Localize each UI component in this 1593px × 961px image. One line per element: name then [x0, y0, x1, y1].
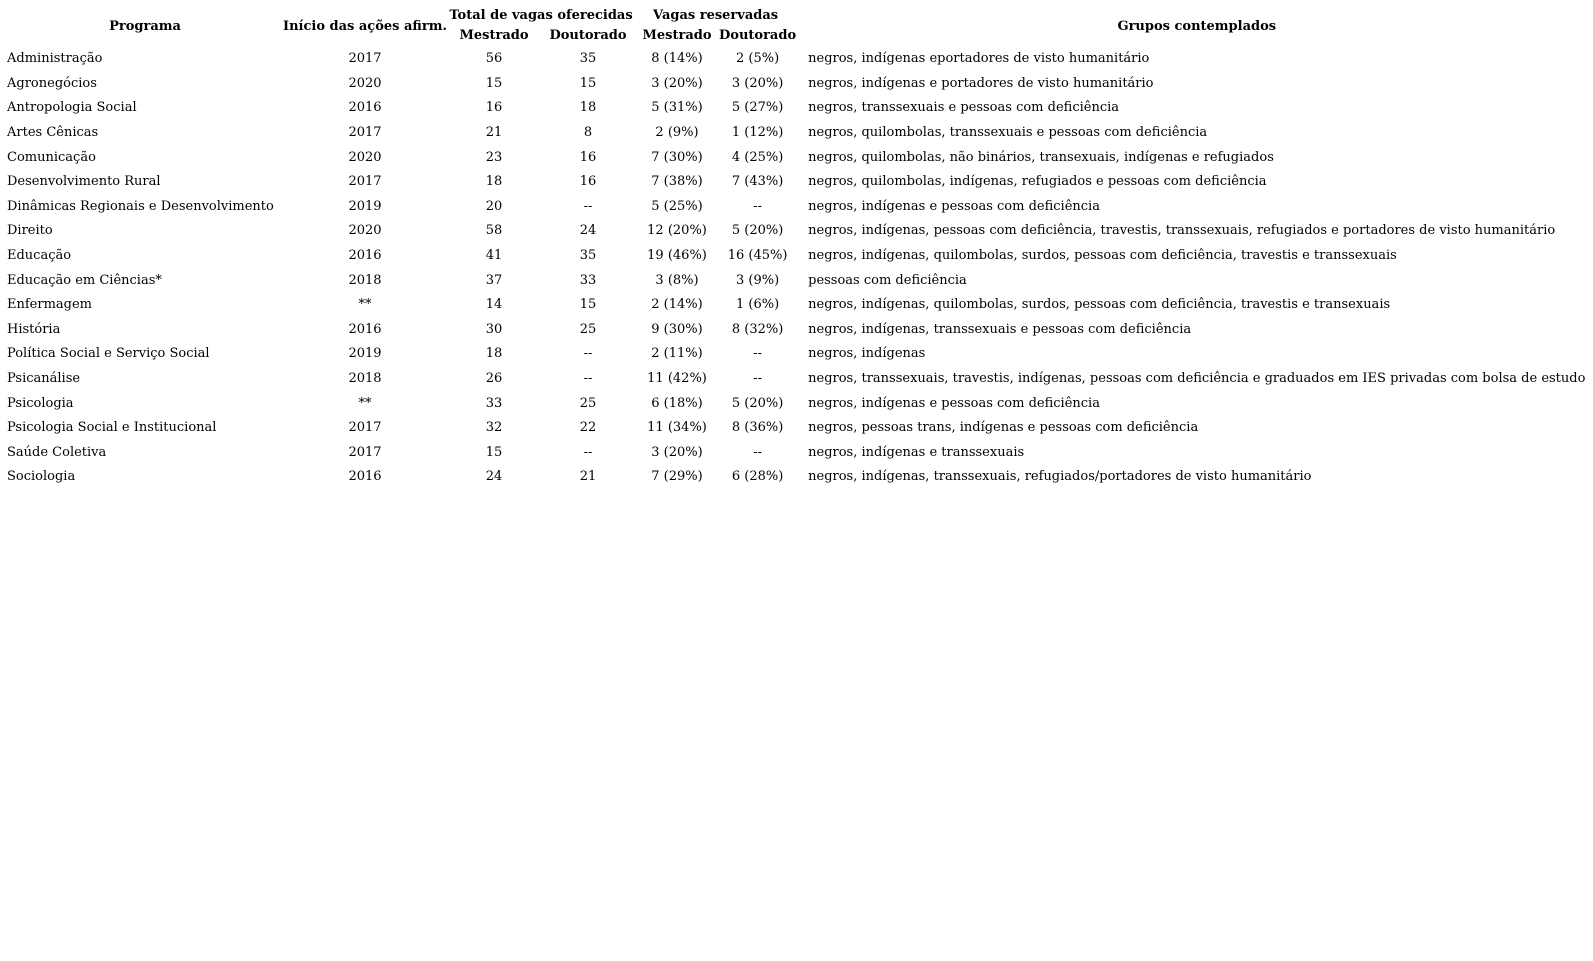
cell-reservadas-mestrado: 19 (46%) [647, 248, 707, 264]
cell-programa: Saúde Coletiva [7, 444, 107, 460]
cell-programa: Agronegócios [7, 75, 97, 91]
cell-inicio: 2016 [348, 321, 382, 337]
cell-grupos: negros, quilombolas, transsexuais e pessoas com deficiência [808, 125, 1208, 141]
table-row [4, 244, 1585, 269]
cell-programa: Psicanálise [7, 371, 81, 387]
cell-reservadas-doutorado: 1 (6%) [735, 297, 780, 313]
cell-programa: Sociologia [7, 469, 76, 485]
table-row [4, 72, 1585, 97]
cell-reservadas-mestrado: 5 (25%) [651, 198, 703, 214]
cell-programa: Psicologia [7, 395, 74, 411]
cell-grupos: pessoas com deficiência [808, 272, 967, 288]
cell-inicio: 2020 [348, 75, 382, 91]
table-row [4, 47, 1585, 72]
cell-total-doutorado: -- [583, 198, 593, 214]
cell-reservadas-doutorado: 8 (36%) [731, 420, 784, 436]
cell-inicio: 2020 [348, 149, 382, 165]
cell-reservadas-doutorado: 1 (12%) [731, 125, 784, 141]
cell-total-mestrado: 15 [485, 444, 503, 460]
cell-total-doutorado: 35 [579, 248, 597, 264]
cell-reservadas-mestrado: 7 (38%) [651, 174, 703, 190]
cell-programa: Antropologia Social [7, 100, 137, 116]
table-body [4, 47, 1585, 490]
cell-reservadas-doutorado: 4 (25%) [731, 149, 784, 165]
cell-total-mestrado: 58 [485, 223, 503, 239]
cell-programa: Educação em Ciências* [7, 272, 162, 288]
cell-reservadas-doutorado: -- [753, 371, 762, 387]
cell-total-doutorado: 16 [579, 174, 597, 190]
cell-grupos: negros, indígenas e transsexuais [808, 444, 1025, 460]
cell-total-doutorado: 15 [579, 297, 597, 313]
cell-total-doutorado: 22 [579, 420, 597, 436]
cell-total-mestrado: 37 [485, 272, 503, 288]
cell-grupos: negros, indígenas, transsexuais e pessoas com deficiência [808, 321, 1192, 337]
cell-inicio: 2020 [348, 223, 382, 239]
header-grupos: Grupos contemplados [1117, 18, 1277, 34]
cell-reservadas-mestrado: 3 (20%) [651, 444, 703, 460]
cell-total-doutorado: 18 [579, 100, 597, 116]
cell-total-doutorado: 8 [583, 125, 593, 141]
table-row [4, 342, 1585, 367]
cell-reservadas-mestrado: 3 (8%) [655, 272, 699, 288]
cell-total-doutorado: -- [583, 444, 593, 460]
table-row [4, 391, 1585, 416]
cell-total-mestrado: 32 [485, 420, 503, 436]
cell-reservadas-mestrado: 7 (30%) [651, 149, 703, 165]
cell-programa: Enfermagem [7, 297, 93, 313]
cell-reservadas-mestrado: 12 (20%) [647, 223, 707, 239]
cell-grupos: negros, quilombolas, indígenas, refugiados e pessoas com deficiência [808, 174, 1267, 190]
cell-reservadas-doutorado: -- [753, 198, 762, 214]
cell-total-mestrado: 21 [485, 125, 503, 141]
cell-grupos: negros, indígenas [808, 346, 926, 362]
cell-reservadas-mestrado: 2 (11%) [651, 346, 703, 362]
cell-total-doutorado: 21 [579, 469, 597, 485]
header-inicio: Início das ações afirm. [283, 18, 448, 34]
cell-grupos: negros, transsexuais e pessoas com deficiência [808, 100, 1120, 116]
table-row [4, 293, 1585, 318]
cell-total-mestrado: 18 [485, 346, 503, 362]
cell-grupos: negros, indígenas e pessoas com deficiência [808, 395, 1100, 411]
table-row [4, 195, 1585, 220]
cell-inicio: ** [358, 297, 372, 313]
header-reservadas-mestrado: Mestrado [642, 28, 712, 43]
cell-reservadas-doutorado: 6 (28%) [731, 469, 784, 485]
cell-reservadas-mestrado: 2 (14%) [651, 297, 703, 313]
header-reservadas-doutorado: Doutorado [719, 28, 797, 43]
cell-inicio: 2016 [348, 100, 382, 116]
cell-reservadas-doutorado: 2 (5%) [735, 51, 780, 67]
cell-inicio: 2018 [348, 371, 382, 387]
table-row [4, 219, 1585, 244]
cell-reservadas-doutorado: 5 (20%) [731, 223, 784, 239]
cell-reservadas-mestrado: 2 (9%) [655, 125, 699, 141]
cell-grupos: negros, indígenas, pessoas com deficiência, travestis, transsexuais, refugiados e portadores de visto humanitário [808, 223, 1556, 239]
table-row [4, 145, 1585, 170]
header-row-1 [4, 5, 1585, 26]
cell-inicio: 2016 [348, 469, 382, 485]
cell-reservadas-doutorado: -- [753, 346, 762, 362]
header-vagas-reservadas: Vagas reservadas [653, 8, 779, 23]
cell-programa: Comunicação [7, 149, 96, 165]
table-row [4, 416, 1585, 441]
cell-grupos: negros, indígenas, quilombolas, surdos, pessoas com deficiência, travestis e transsexuais [808, 248, 1397, 264]
cell-reservadas-doutorado: 7 (43%) [731, 174, 784, 190]
cell-inicio: 2019 [348, 346, 382, 362]
table-row [4, 318, 1585, 343]
cell-reservadas-doutorado: 5 (20%) [731, 395, 784, 411]
cell-total-mestrado: 20 [485, 198, 503, 214]
cell-grupos: negros, pessoas trans, indígenas e pessoas com deficiência [808, 420, 1199, 436]
cell-reservadas-mestrado: 11 (42%) [647, 371, 707, 387]
cell-total-mestrado: 15 [485, 75, 503, 91]
cell-inicio: 2017 [348, 174, 382, 190]
cell-total-doutorado: 24 [579, 223, 597, 239]
cell-reservadas-doutorado: 8 (32%) [731, 321, 784, 337]
cell-inicio: 2018 [348, 272, 382, 288]
cell-total-doutorado: 25 [579, 321, 597, 337]
cell-grupos: negros, indígenas e pessoas com deficiência [808, 198, 1100, 214]
cell-programa: Política Social e Serviço Social [7, 346, 210, 362]
cell-total-doutorado: -- [583, 371, 593, 387]
cell-programa: Psicologia Social e Institucional [7, 420, 217, 436]
table-row [4, 170, 1585, 195]
cell-inicio: 2016 [348, 248, 382, 264]
table-row [4, 268, 1585, 293]
cell-programa: Administração [7, 51, 103, 67]
cell-grupos: negros, transsexuais, travestis, indígenas, pessoas com deficiência e graduados em IES privadas com bolsa de estudo [808, 371, 1586, 387]
cell-grupos: negros, indígenas, quilombolas, surdos, pessoas com deficiência, travestis e transexuais [808, 297, 1391, 313]
header-total-doutorado: Doutorado [549, 28, 627, 43]
cell-grupos: negros, quilombolas, não binários, transexuais, indígenas e refugiados [808, 149, 1274, 165]
cell-reservadas-doutorado: 3 (20%) [731, 75, 784, 91]
cell-inicio: ** [358, 395, 372, 411]
cell-reservadas-mestrado: 7 (29%) [651, 469, 703, 485]
cell-total-doutorado: -- [583, 346, 593, 362]
cell-programa: Desenvolvimento Rural [7, 174, 161, 190]
cell-total-mestrado: 30 [485, 321, 503, 337]
table-row [4, 465, 1585, 490]
cell-total-mestrado: 26 [485, 371, 503, 387]
cell-reservadas-mestrado: 11 (34%) [647, 420, 707, 436]
cell-reservadas-mestrado: 3 (20%) [651, 75, 703, 91]
cell-total-mestrado: 41 [485, 248, 503, 264]
table-header [4, 5, 1585, 47]
cell-inicio: 2017 [348, 51, 382, 67]
cell-total-mestrado: 18 [485, 174, 503, 190]
cell-programa: Artes Cênicas [7, 125, 99, 141]
cell-total-doutorado: 25 [579, 395, 597, 411]
cell-total-doutorado: 16 [579, 149, 597, 165]
table-row [4, 367, 1585, 392]
cell-programa: Direito [7, 223, 53, 239]
cell-reservadas-doutorado: -- [753, 444, 762, 460]
cell-total-doutorado: 35 [579, 51, 597, 67]
cell-reservadas-doutorado: 16 (45%) [727, 248, 788, 264]
affirmative-actions-table [4, 5, 1585, 490]
cell-inicio: 2019 [348, 198, 382, 214]
cell-total-doutorado: 33 [579, 272, 597, 288]
cell-reservadas-mestrado: 6 (18%) [651, 395, 703, 411]
cell-inicio: 2017 [348, 125, 382, 141]
header-programa: Programa [109, 18, 181, 34]
cell-programa: Educação [7, 248, 72, 264]
cell-inicio: 2017 [348, 444, 382, 460]
cell-programa: Dinâmicas Regionais e Desenvolvimento [7, 198, 274, 214]
cell-grupos: negros, indígenas e portadores de visto humanitário [808, 75, 1154, 91]
cell-reservadas-doutorado: 5 (27%) [731, 100, 784, 116]
header-total-vagas: Total de vagas oferecidas [449, 8, 633, 23]
cell-grupos: negros, indígenas, transsexuais, refugiados/portadores de visto humanitário [808, 469, 1312, 485]
cell-total-mestrado: 14 [485, 297, 503, 313]
cell-total-mestrado: 23 [485, 149, 503, 165]
cell-total-mestrado: 33 [485, 395, 503, 411]
cell-total-mestrado: 16 [485, 100, 503, 116]
table-row [4, 441, 1585, 466]
cell-total-mestrado: 56 [485, 51, 503, 67]
cell-reservadas-mestrado: 8 (14%) [651, 51, 703, 67]
cell-reservadas-mestrado: 5 (31%) [651, 100, 703, 116]
table-row [4, 121, 1585, 146]
header-total-mestrado: Mestrado [459, 28, 529, 43]
cell-inicio: 2017 [348, 420, 382, 436]
cell-programa: História [7, 321, 61, 337]
table-row [4, 96, 1585, 121]
cell-total-mestrado: 24 [485, 469, 503, 485]
cell-reservadas-doutorado: 3 (9%) [735, 272, 780, 288]
cell-reservadas-mestrado: 9 (30%) [651, 321, 703, 337]
cell-total-doutorado: 15 [579, 75, 597, 91]
cell-grupos: negros, indígenas eportadores de visto humanitário [808, 51, 1150, 67]
